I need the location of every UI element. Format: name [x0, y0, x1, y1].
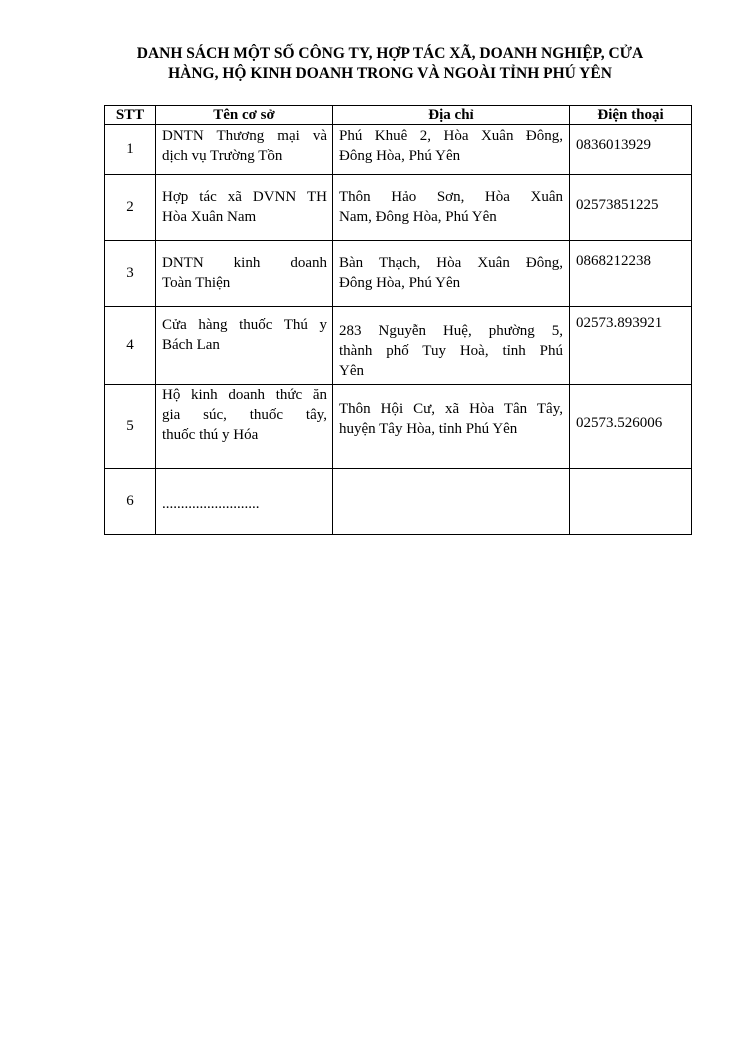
- name-line: DNTN Thương mại và: [162, 128, 327, 144]
- address-line: thành phố Tuy Hoà, tỉnh Phú: [339, 343, 563, 359]
- address-line: 283 Nguyễn Huệ, phường 5,: [339, 323, 563, 339]
- cell-phone: 0836013929: [570, 125, 692, 175]
- business-list-table: [104, 105, 692, 535]
- title-line-2: HÀNG, HỘ KINH DOANH TRONG VÀ NGOÀI TỈNH PHÚ YÊN: [168, 65, 612, 82]
- table-row: [105, 469, 692, 535]
- name-line: Hợp tác xã DVNN TH: [162, 189, 327, 205]
- cell-name: [156, 175, 333, 241]
- header-stt: STT: [105, 106, 156, 125]
- cell-name: [156, 385, 333, 469]
- cell-stt: 5: [105, 385, 156, 469]
- name-line: Bách Lan: [162, 337, 220, 353]
- name-line: Hộ kinh doanh thức ăn: [162, 387, 327, 403]
- name-line: thuốc thú y Hóa: [162, 427, 259, 443]
- address-line: Đông Hòa, Phú Yên: [339, 275, 461, 291]
- name-line: dịch vụ Trường Tồn: [162, 148, 283, 164]
- name-line: Toàn Thiện: [162, 275, 231, 291]
- cell-address: [333, 175, 570, 241]
- cell-stt: 3: [105, 241, 156, 307]
- cell-name: [156, 125, 333, 175]
- table-header-row: [105, 106, 692, 125]
- table-row: [105, 125, 692, 175]
- name-line: DNTN kinh doanh: [162, 255, 327, 271]
- cell-name: [156, 307, 333, 385]
- address-line: huyện Tây Hòa, tỉnh Phú Yên: [339, 421, 518, 437]
- table-row: [105, 175, 692, 241]
- cell-address: [333, 385, 570, 469]
- cell-name: [156, 241, 333, 307]
- cell-address: [333, 241, 570, 307]
- name-line: Hòa Xuân Nam: [162, 209, 257, 225]
- address-line: Thôn Hội Cư, xã Hòa Tân Tây,: [339, 401, 563, 417]
- cell-stt: 6: [105, 469, 156, 535]
- name-line: Cửa hàng thuốc Thú y: [162, 317, 327, 333]
- name-line: gia súc, thuốc tây,: [162, 407, 327, 423]
- cell-address: [333, 307, 570, 385]
- address-line: Thôn Hảo Sơn, Hòa Xuân: [339, 189, 563, 205]
- name-line: ..........................: [162, 495, 260, 512]
- cell-phone: [570, 469, 692, 535]
- cell-phone: 02573.526006: [570, 385, 692, 469]
- cell-phone: 02573.893921: [570, 307, 692, 385]
- cell-phone: 02573851225: [570, 175, 692, 241]
- document-title: [60, 44, 720, 84]
- title-line-1: DANH SÁCH MỘT SỐ CÔNG TY, HỢP TÁC XÃ, DOANH NGHIỆP, CỬA: [136, 45, 644, 62]
- table-row: [105, 385, 692, 469]
- header-name: Tên cơ sở: [156, 106, 333, 125]
- cell-address: [333, 125, 570, 175]
- table-row: [105, 307, 692, 385]
- table-row: [105, 241, 692, 307]
- cell-name: [156, 469, 333, 535]
- header-phone: Điện thoại: [570, 106, 692, 125]
- address-line: Nam, Đông Hòa, Phú Yên: [339, 209, 497, 225]
- header-address: Địa chỉ: [333, 106, 570, 125]
- cell-address: [333, 469, 570, 535]
- cell-stt: 2: [105, 175, 156, 241]
- cell-stt: 4: [105, 307, 156, 385]
- address-line: Yên: [339, 363, 364, 379]
- address-line: Bàn Thạch, Hòa Xuân Đông,: [339, 255, 563, 271]
- address-line: Đông Hòa, Phú Yên: [339, 148, 461, 164]
- address-line: Phú Khuê 2, Hòa Xuân Đông,: [339, 128, 563, 144]
- cell-stt: 1: [105, 125, 156, 175]
- cell-phone: 0868212238: [570, 241, 692, 307]
